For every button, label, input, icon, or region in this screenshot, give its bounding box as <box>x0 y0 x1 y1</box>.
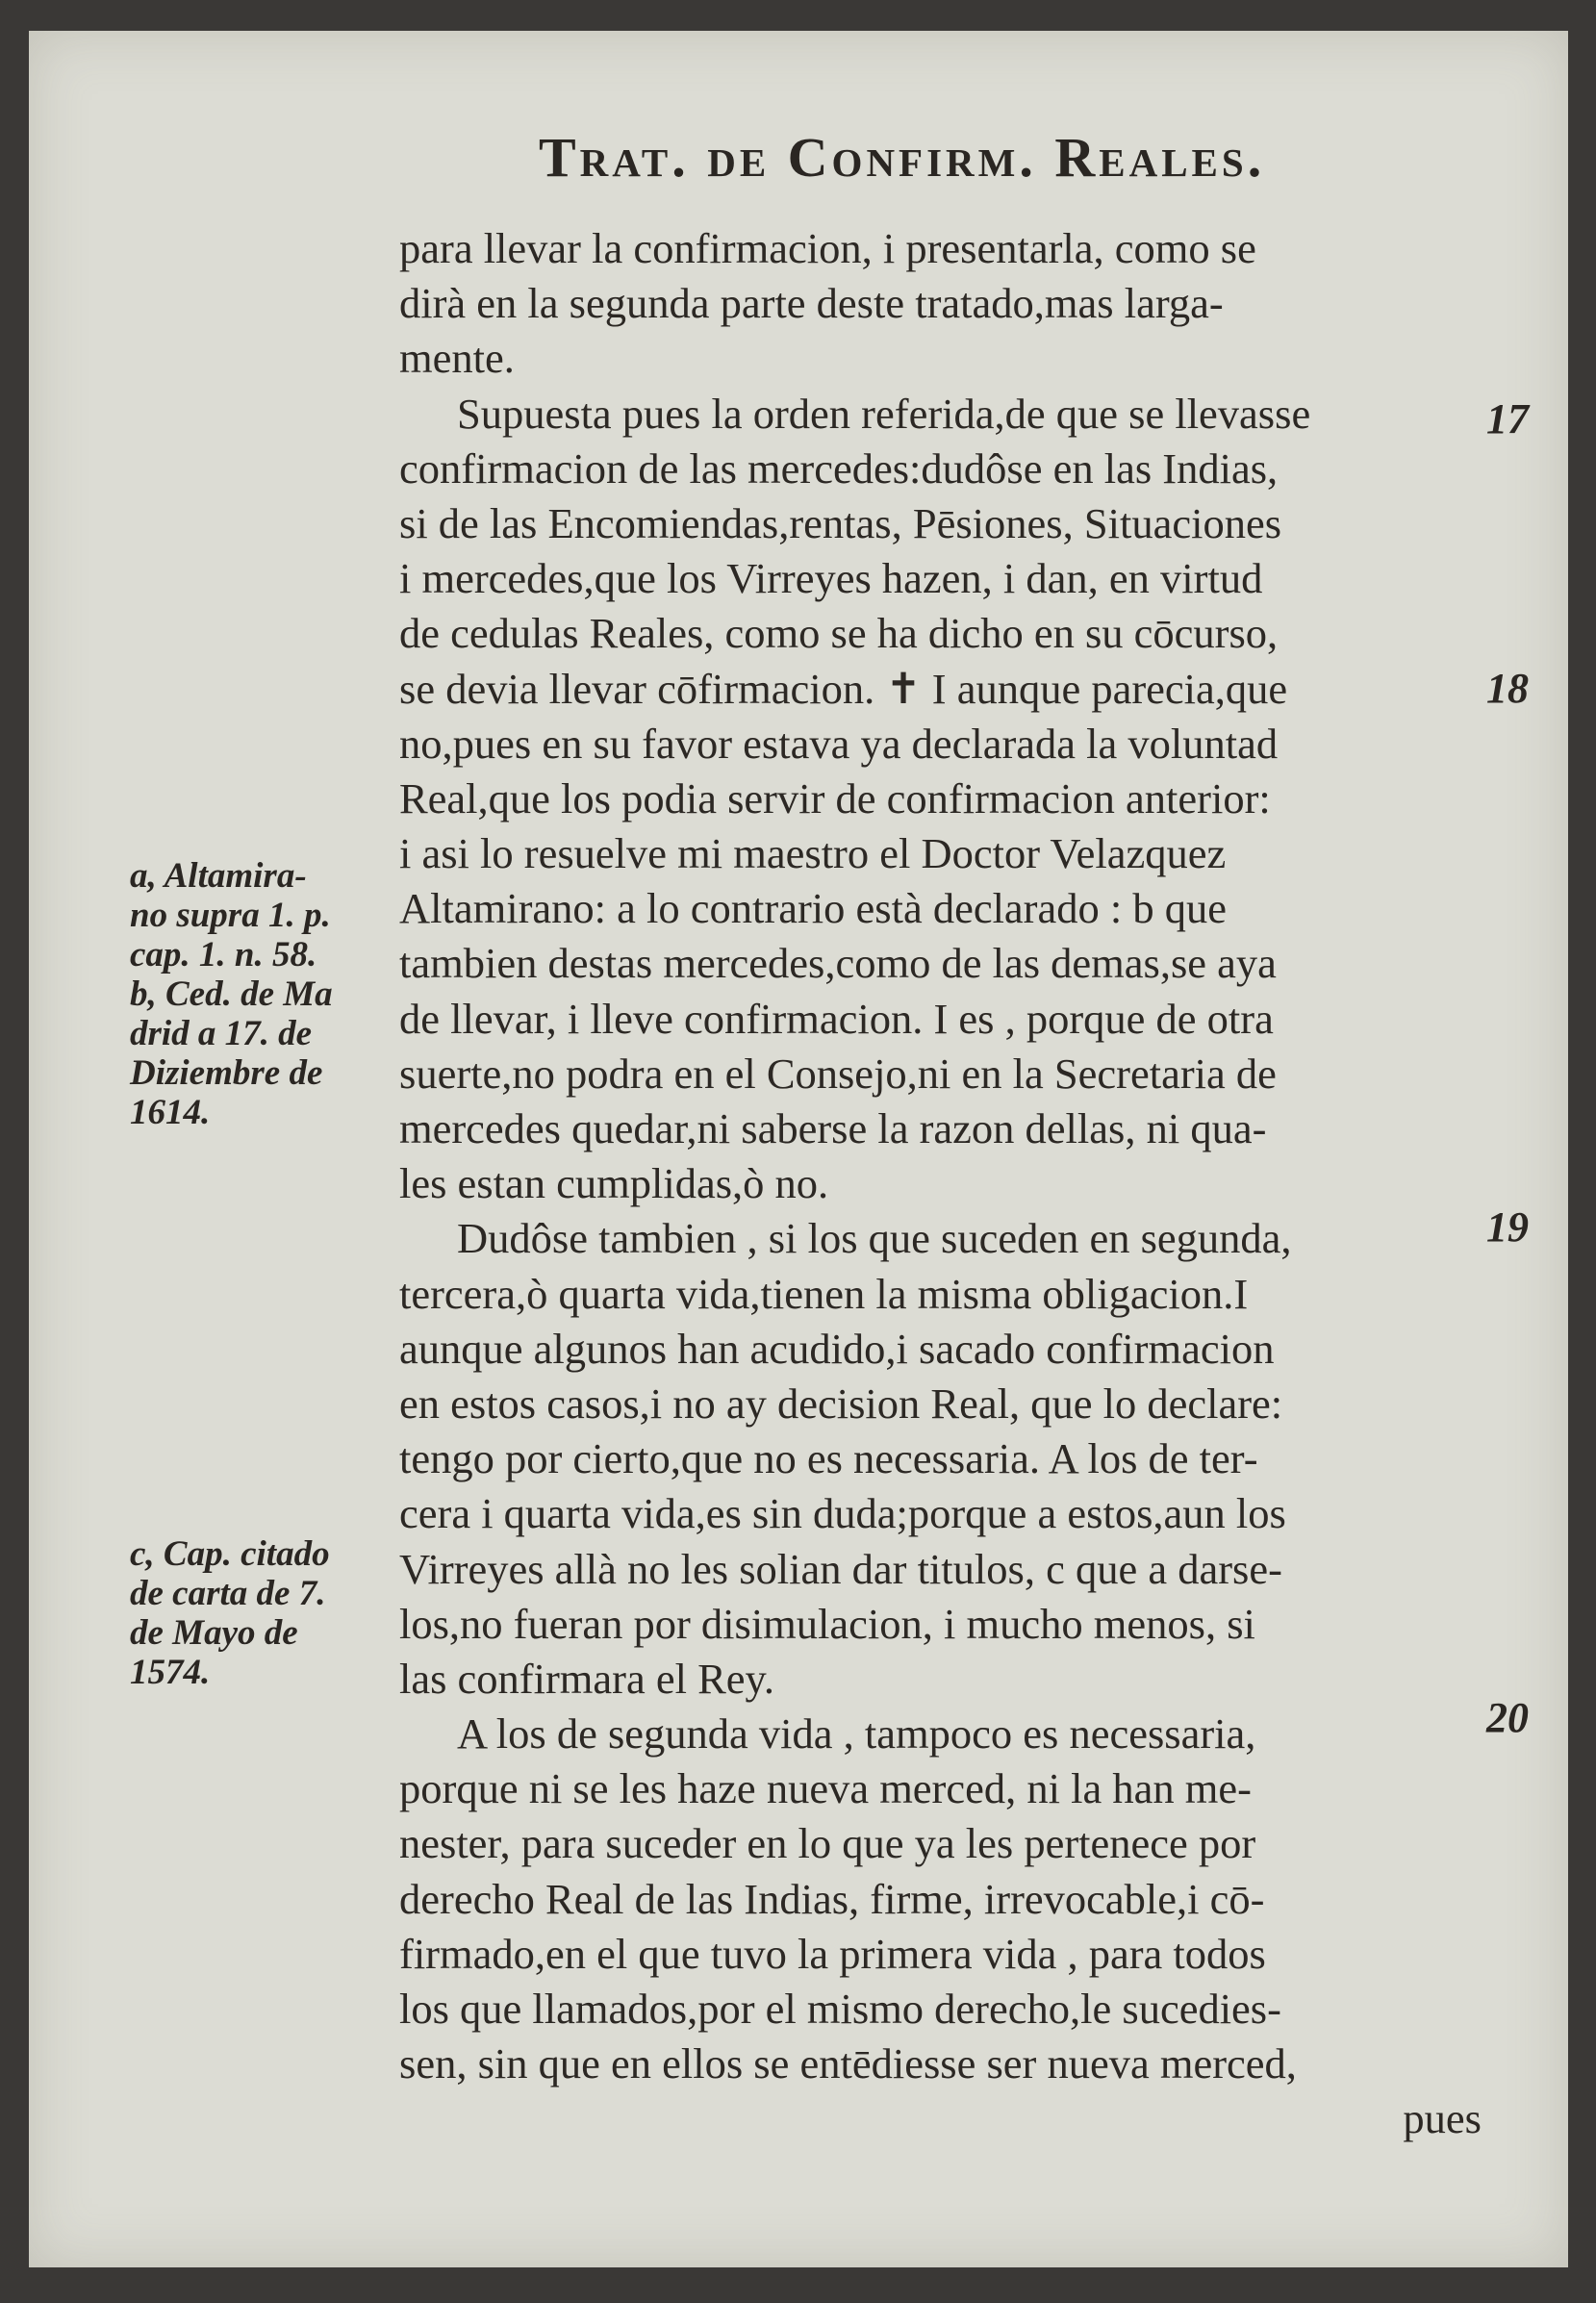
note-line: de carta de 7. <box>130 1574 326 1613</box>
text-line: cera i quarta vida,es sin duda;porque a estos,aun los <box>399 1489 1286 1538</box>
text-line: Real,que los podia servir de confirmacion anterior: <box>399 773 1271 822</box>
note-line: 1614. <box>130 1093 211 1132</box>
note-line: a, Altamira- <box>130 856 307 896</box>
text-line: dirà en la segunda parte deste tratado,mas larga- <box>399 279 1224 328</box>
text-line: A los de segunda vida , tampoco es necessaria, <box>457 1709 1256 1759</box>
text-line: los que llamados,por el mismo derecho,le sucedies- <box>399 1985 1281 2033</box>
text-line: tengo por cierto,que no es necessaria. A los de ter- <box>399 1434 1258 1483</box>
marginal-note-a-b <box>130 856 390 1132</box>
text-line: para llevar la confirmacion, i presentarla, como se <box>399 224 1256 272</box>
text-line: tercera,ò quarta vida,tienen la misma obligacion.I <box>399 1269 1249 1318</box>
catchword: pues <box>1403 2094 1482 2143</box>
text-line: no,pues en su favor estava ya declarada la voluntad <box>399 719 1279 768</box>
paragraph-number: 18 <box>1486 665 1529 712</box>
note-line: 1574. <box>130 1653 211 1692</box>
note-line: c, Cap. citado <box>130 1534 330 1574</box>
text-line: nester, para suceder en lo que ya les pertenece por <box>399 1819 1256 1868</box>
text-line: sen, sin que en ellos se entēdiesse ser nueva merced, <box>399 2039 1297 2088</box>
text-line: suerte,no podra en el Consejo,ni en la Secretaria de <box>399 1049 1277 1098</box>
text-line: Dudôse tambien , si los que suceden en segunda, <box>457 1214 1292 1263</box>
text-line: Virreyes allà no les solian dar titulos, c que a darse- <box>399 1544 1282 1593</box>
text-line: Altamirano: a lo contrario està declarado : b que <box>399 884 1227 933</box>
text-line: de cedulas Reales, como se ha dicho en su cōcurso, <box>399 609 1279 658</box>
text-line: mente. <box>399 334 515 383</box>
text-line: porque ni se les haze nueva merced, ni la han me- <box>399 1764 1252 1813</box>
text-line: en estos casos,i no ay decision Real, que lo declare: <box>399 1379 1283 1428</box>
text-line: Supuesta pues la orden referida,de que se llevasse <box>457 389 1311 438</box>
note-line: b, Ced. de Ma <box>130 974 333 1014</box>
text-line: si de las Encomiendas,rentas, Pēsiones, Situaciones <box>399 498 1282 547</box>
text-line: aunque algunos han acudido,i sacado confirmacion <box>399 1324 1275 1373</box>
text-line: mercedes quedar,ni saberse la razon dellas, ni qua- <box>399 1104 1267 1152</box>
text-line: firmado,en el que tuvo la primera vida , para todos <box>399 1929 1266 1978</box>
text-line: se devia llevar cōfirmacion. ✝ I aunque parecia,que <box>399 664 1288 713</box>
note-line: Diziembre de <box>130 1053 323 1093</box>
text-line: confirmacion de las mercedes:dudôse en las Indias, <box>399 443 1279 493</box>
body-text <box>399 221 1482 2147</box>
running-head: Trat. de Confirm. Reales. <box>539 126 1266 189</box>
marginal-note-c <box>130 1534 390 1692</box>
paragraph-number: 17 <box>1486 395 1529 443</box>
note-line: drid a 17. de <box>130 1014 313 1053</box>
note-line: no supra 1. p. <box>130 896 331 935</box>
paragraph-number: 20 <box>1486 1694 1529 1741</box>
text-line: las confirmara el Rey. <box>399 1654 775 1703</box>
text-line: i mercedes,que los Virreyes hazen, i dan, en virtud <box>399 554 1263 603</box>
text-line: les estan cumplidas,ò no. <box>399 1159 829 1208</box>
text-line: los,no fueran por disimulacion, i mucho menos, si <box>399 1599 1255 1648</box>
note-line: de Mayo de <box>130 1613 298 1653</box>
text-line: de llevar, i lleve confirmacion. I es , porque de otra <box>399 994 1274 1043</box>
text-line: derecho Real de las Indias, firme, irrevocable,i cō- <box>399 1874 1265 1923</box>
paragraph-number: 19 <box>1486 1203 1529 1251</box>
text-line: tambien destas mercedes,como de las demas,se aya <box>399 939 1277 988</box>
note-line: cap. 1. n. 58. <box>130 935 317 974</box>
text-line: i asi lo resuelve mi maestro el Doctor Velazquez <box>399 829 1227 878</box>
